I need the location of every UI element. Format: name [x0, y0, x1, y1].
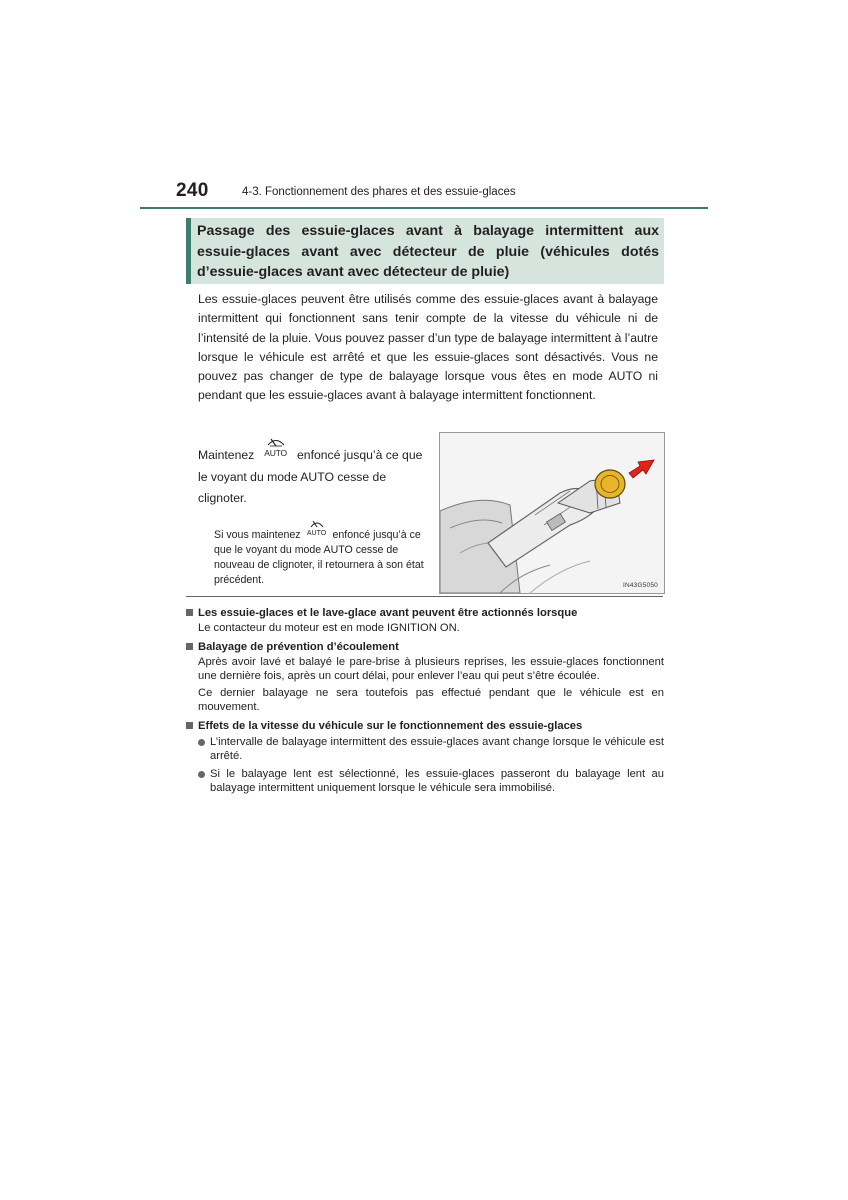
instruction-text — [198, 444, 426, 510]
note-block — [186, 605, 664, 636]
chapter-title: 4-3. Fonctionnement des phares et des essuie-glaces — [242, 186, 516, 198]
square-bullet-icon — [186, 609, 193, 616]
note-after: enfoncé jusqu’à ce que le voyant du mode AUTO cesse de nouveau de clignoter, il retournera à son état précédent. — [214, 529, 424, 586]
note-heading-text: Effets de la vitesse du véhicule sur le fonctionnement des essuie-glaces — [198, 719, 583, 732]
note-paragraph: Le contacteur du moteur est en mode IGNITION ON. — [198, 622, 460, 634]
notes-divider — [186, 596, 663, 597]
auto-wiper-icon — [306, 526, 328, 540]
section-heading-accent-bar — [186, 218, 191, 284]
square-bullet-icon — [186, 722, 193, 729]
note-heading-text: Balayage de prévention d’écoulement — [198, 640, 399, 653]
page-number: 240 — [176, 180, 209, 201]
note-heading — [186, 718, 664, 734]
square-bullet-icon — [186, 643, 193, 650]
note-bullet-text: L’intervalle de balayage intermittent des essuie-glaces avant change lorsque le véhicule est arrêté. — [210, 735, 664, 762]
figure-code: IN43G5050 — [622, 582, 658, 589]
note-bullet — [186, 735, 664, 764]
note-paragraph: Après avoir lavé et balayé le pare-brise à plusieurs reprises, les essuie-glaces fonctionnent une dernière fois, après un court délai, pour enlever l’eau qui peut s’être écoulée. — [198, 655, 664, 682]
note-before: Si vous maintenez — [214, 529, 301, 541]
wiper-stalk-illustration — [440, 433, 664, 593]
auto-icon-label: AUTO — [264, 448, 287, 458]
wiper-stalk-figure — [439, 432, 665, 594]
note-heading — [186, 605, 664, 621]
header-divider — [140, 207, 708, 209]
notes-section — [186, 605, 664, 799]
round-bullet-icon — [198, 739, 205, 746]
page-header — [172, 180, 708, 208]
instruction-before: Maintenez — [198, 448, 255, 462]
note-bullet-text: Si le balayage lent est sélectionné, les essuie-glaces passeront du balayage lent au balayage intermittent uniquement lorsque le véhicule sera immobilisé. — [210, 767, 664, 794]
section-title: Passage des essuie-glaces avant à balayage intermittent aux essuie-glaces avant avec détecteur de pluie (véhicules dotés d’essuie-glaces avant avec détecteur de pluie) — [197, 223, 659, 280]
note-paragraph: Ce dernier balayage ne sera toutefois pas effectué pendant que le véhicule est en mouvement. — [198, 686, 664, 713]
round-bullet-icon — [198, 771, 205, 778]
note-block — [186, 639, 664, 715]
instruction-after: enfoncé jusqu’à ce que le voyant du mode AUTO cesse de clignoter. — [198, 448, 423, 505]
auto-icon-label: AUTO — [306, 530, 327, 537]
instruction-note — [214, 526, 426, 588]
note-block — [186, 718, 664, 796]
note-heading-text: Les essuie-glaces et le lave-glace avant peuvent être actionnés lorsque — [198, 607, 578, 619]
body-paragraph: Les essuie-glaces peuvent être utilisés comme des essuie-glaces avant à balayage intermittent qui fonctionnent sans tenir compte de la vitesse du véhicule ni de l’intensité de la pluie. Vous pouvez passer d’un type de balayage intermittent à l’autre lorsque le véhicule est arrêté et que les essuie-glaces sont désactivés. Vous ne pouvez pas changer de type de balayage lorsque vous êtes en mode AUTO ni pendant que les essuie-glaces avant à balayage intermittent fonctionnent. — [198, 292, 658, 403]
note-heading — [186, 639, 664, 655]
auto-wiper-icon — [262, 444, 290, 462]
note-bullet — [186, 767, 664, 796]
